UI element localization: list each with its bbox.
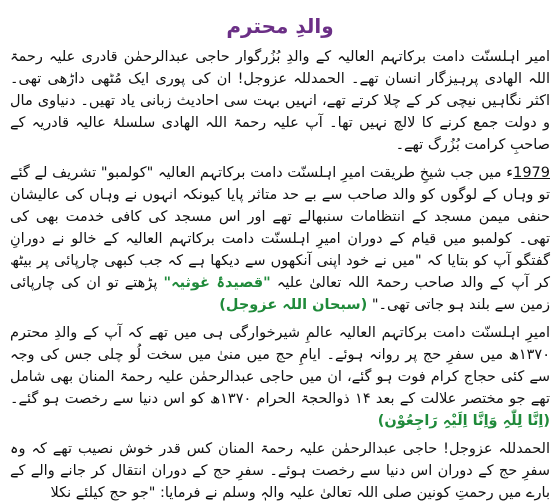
page-title: والدِ محترم [226,14,334,38]
inna-lillahi: (اِنَّا لِلّٰہِ وَاِنَّا اِلَیْہِ رَاجِعُوْن) [377,413,550,429]
paragraph-2-continuation: پڑھتے تو ان کی چارپائی زمین سے بلند ہو جاتی تھی۔" [10,275,550,313]
year-1979: 1979 [513,165,550,181]
qaseeda-ghausiya: "قصیدۂ غوثیہ" [163,275,271,291]
paragraph-4: الحمدللہ عزوجل! حاجی عبدالرحمٰن علیہ رحمۃ المنان کس قدر خوش نصیب تھے کہ وہ سفرِ حج کے دوران اس دنیا سے رخصت ہوئے۔ سفرِ حج کے دوران انتقال کر جانے والے کے بارے میں رحمتِ کونین صلی اللہ تعالیٰ علیہ والہٖ وسلم نے فرمایا: "جو حج کیلئے نکلا [10,441,550,501]
paragraph-3-body: امیرِ اہلسنّت دامت برکاتہم العالیہ عالمِ شیرخوارگی ہی میں تھے کہ آپ کے والدِ محترم ۱۳۷۰ھ میں سفرِ حج پر روانہ ہوئے۔ ایامِ حج میں منیٰ میں سخت لُو چلی جس کی وجہ سے کئی حجاج کرام فوت ہو گئے، ان میں حاجی عبدالرحمٰن علیہ رحمۃ المنان بھی شامل تھے جو مختصر علالت کے بعد ۱۴ ذوالحجۃ الحرام ۱۳۷۰ھ کو اس دنیا سے رخصت ہو گئے۔ [10,325,551,407]
paragraph-1: امیر اہلسنّت دامت برکاتہم العالیہ کے والدِ بُزُرگوار حاجی عبدالرحمٰن قادری علیہ رحمۃ اللہ الھادی پرہیزگار انسان تھے۔ الحمدللہ عزوجل! ان کی پوری ایک مُٹھی داڑھی تھی۔ اکثر نگاہیں نیچی کر کے چلا کرتے تھے، انہیں بہت سی احادیث زبانی یاد تھیں۔ دنیاوی مال و دولت جمع کرنے کا لالچ نہیں تھا۔ آپ علیہ رحمۃ اللہ الھادی سلسلۂ عالیہ قادریہ کے صاحبِ کرامت بُزُرگ تھے۔ [10,49,550,153]
subhanallah: (سبحان اللہ عزوجل) [219,297,368,313]
paragraph-2-body: ء میں جب شیخِ طریقت امیرِ اہلسنّت دامت برکاتہم العالیہ "کولمبو" تشریف لے گئے تو وہاں کے لوگوں کو والد صاحب سے بے حد متاثر پایا کیونکہ انہوں نے وہاں کی عالیشان حنفی میمن مسجد کے انتظامات سنبھالے تھے اور اس مسجد کی کافی خدمت بھی کی تھی۔ کولمبو میں قیام کے دوران امیرِ اہلسنّت دامت برکاتہم العالیہ کے خالو نے دورانِ گفتگو آپ کو بتایا کہ "میں نے خود اپنی آنکھوں سے دیکھا ہے کہ جب کبھی چارپائی پر بیٹھ کر آپ کے والد صاحب رحمۃ اللہ تعالیٰ علیہ [10,165,550,291]
paragraph-2 [10,162,550,316]
paragraph-3 [10,322,550,432]
